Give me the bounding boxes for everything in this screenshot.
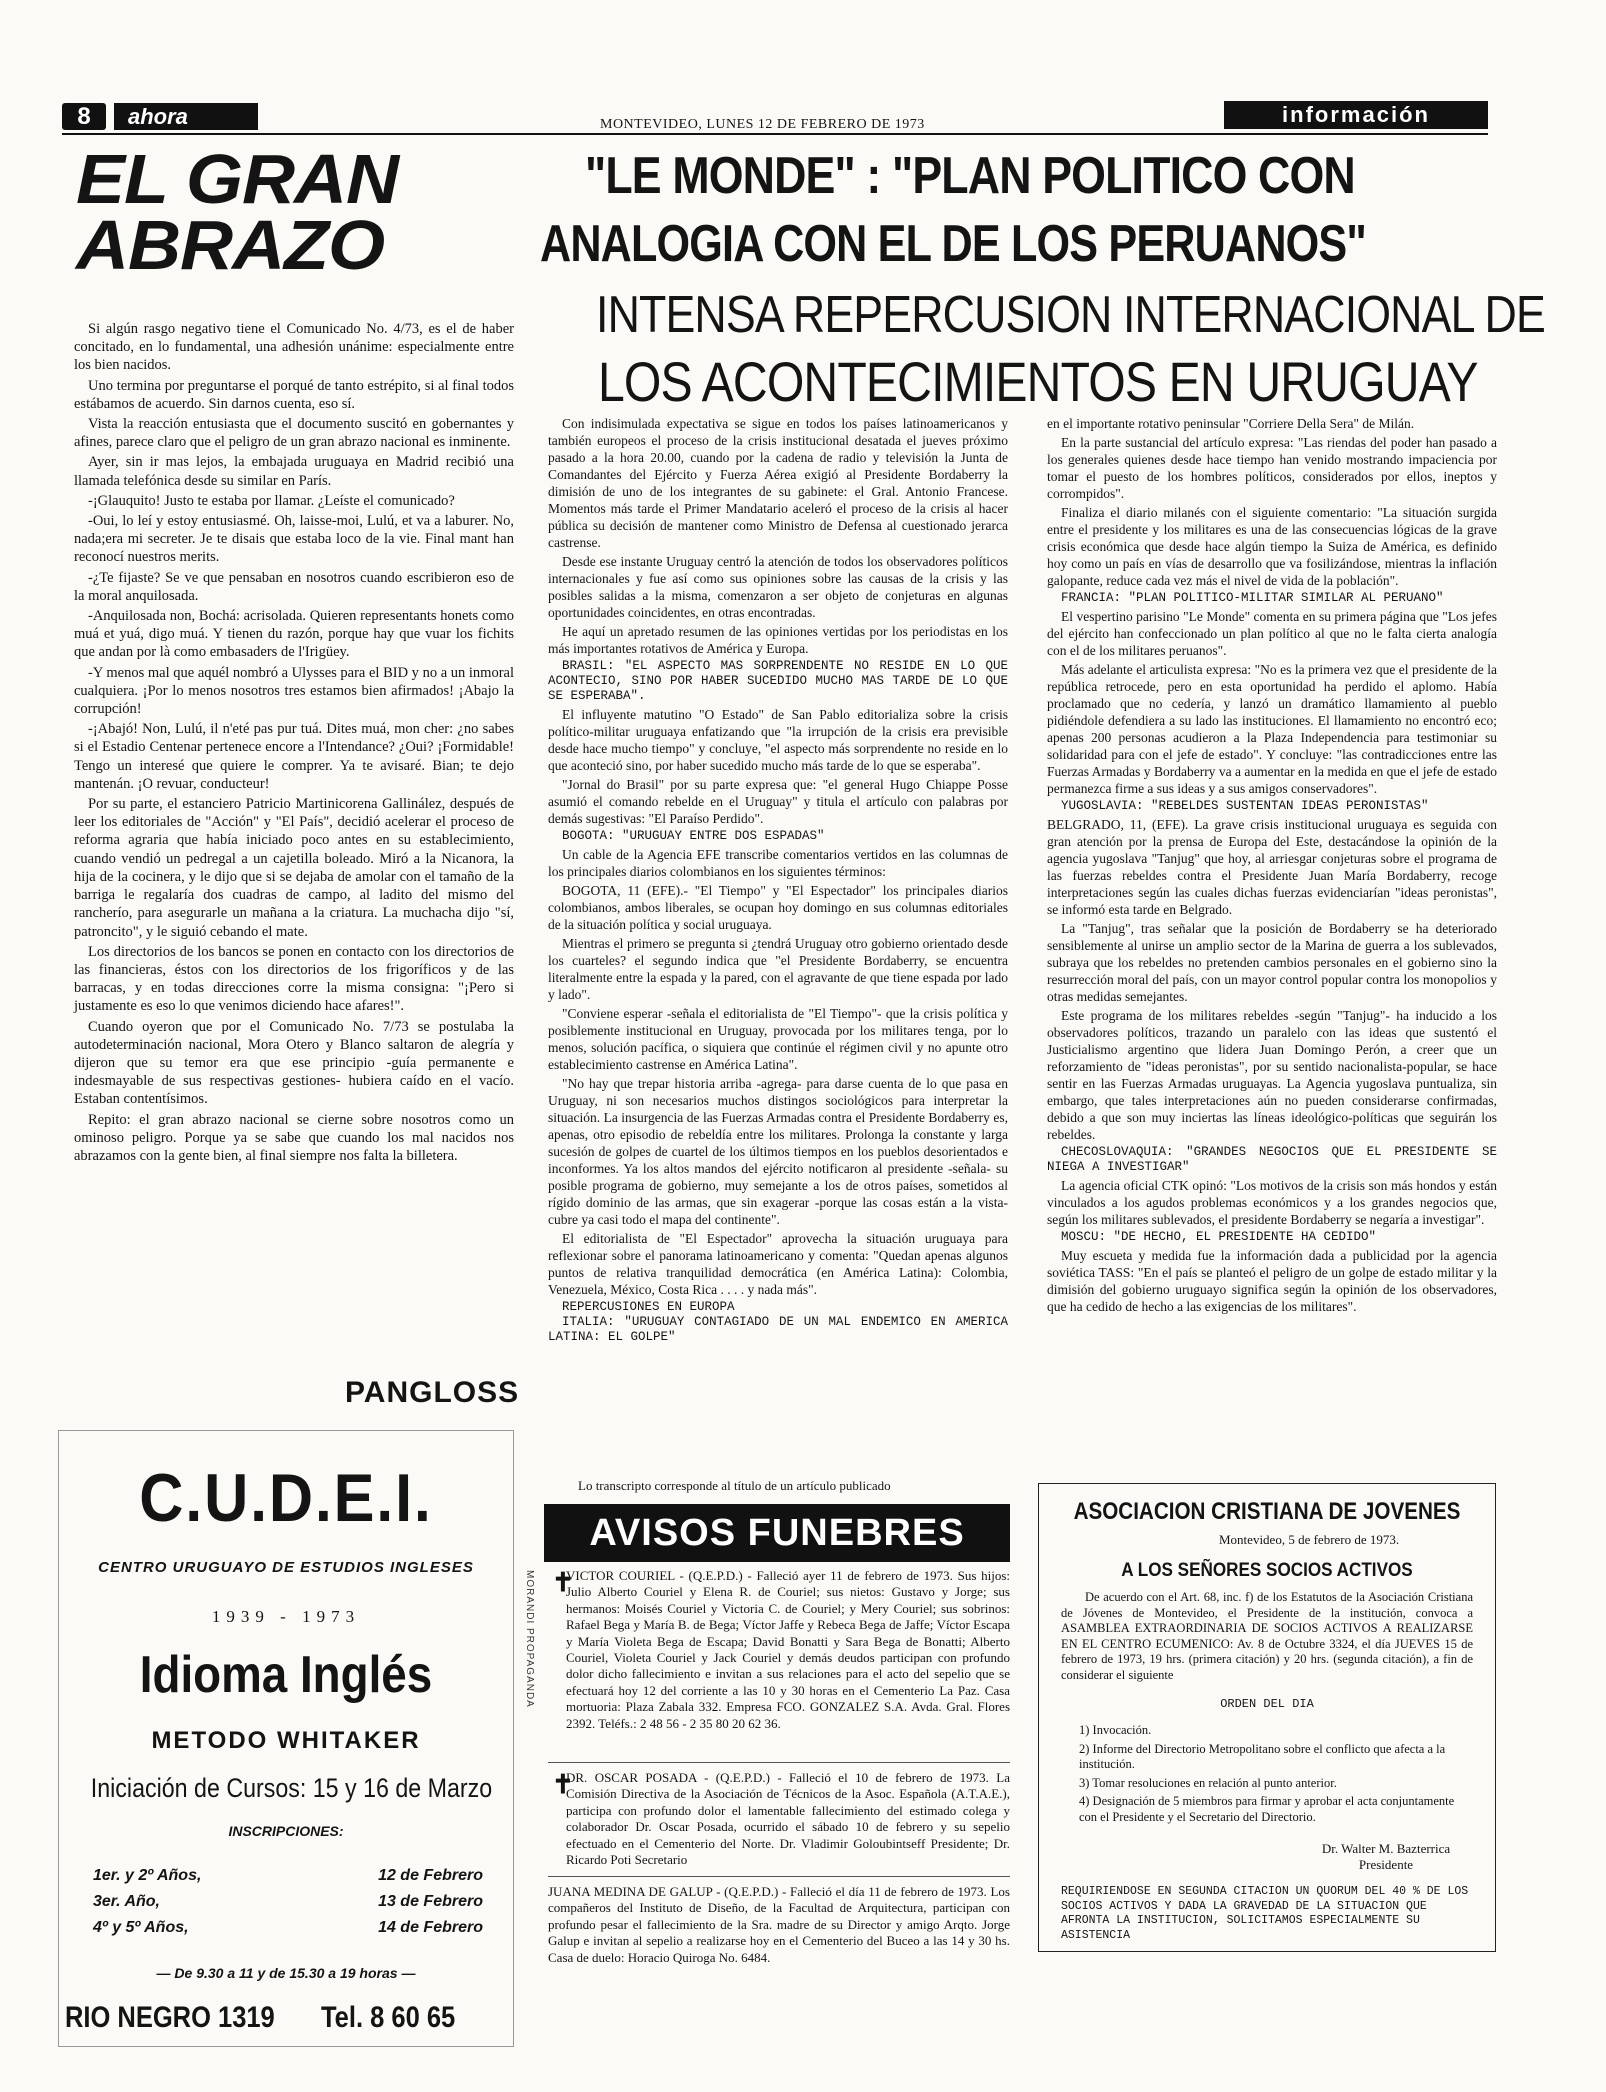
acj-orden-item: 3) Tomar resoluciones en relación al punto anterior.	[1079, 1775, 1337, 1790]
obituary-text: JUANA MEDINA DE GALUP - (Q.E.P.D.) - Falleció el día 11 de febrero de 1973. Los compañeros del Instituto de Diseño, de la Facultad de Arquitectura, participan con profundo pesar el fallecimiento de la Sra. madre de su Director y amigo Arqto. Jorge Galup e invitan al sepelio a realizarse hoy en el Cementerio del Buceo a las 14 y 30 hs. Casa de duelo: Horacio Quiroga No. 6484.	[548, 1884, 1010, 1965]
cudei-schedule-row	[93, 1915, 483, 1941]
article-paragraph: En la parte sustancial del artículo expresa: "Las riendas del poder han pasado a los generales quienes desde hace tiempo han venido mostrando impaciencia por tomar el puesto de los hombres políticos, considerados por ellos, ineptos y corrompidos".	[1047, 435, 1497, 501]
acj-date: Montevideo, 5 de febrero de 1973.	[1219, 1532, 1400, 1547]
section-subheading: CHECOSLOVAQUIA: "GRANDES NEGOCIOS QUE EL PRESIDENTE SE NIEGA A INVESTIGAR"	[1047, 1145, 1497, 1174]
acj-orden-item: 2) Informe del Directorio Metropolitano sobre el conflicto que afecta a la institución.	[1079, 1741, 1446, 1771]
article-paragraph: en el importante rotativo peninsular "Corriere Della Sera" de Milán.	[1047, 416, 1415, 431]
left-headline-line2: ABRAZO	[76, 206, 385, 284]
cudei-course: Idioma Inglés	[139, 1646, 433, 1704]
article-paragraph: La agencia oficial CTK opinó: "Los motivos de la crisis son más hondos y están vinculados a los agudos problemas económicos y a los grandes negocios que, según los militares sublevados, el presidente Bordaberry se negaría a investigar".	[1047, 1178, 1497, 1227]
section-subheading: FRANCIA: "PLAN POLITICO-MILITAR SIMILAR AL PERUANO"	[1061, 591, 1444, 605]
section-subheading: MOSCU: "DE HECHO, EL PRESIDENTE HA CEDIDO"	[1061, 1230, 1377, 1244]
obituary-notice	[548, 1568, 1010, 1732]
cudei-phone: Tel. 8 60 65	[321, 2001, 456, 2034]
cross-icon: ✝	[552, 1770, 574, 1799]
cudei-years: 1939 - 1973	[211, 1607, 361, 1626]
article-paragraph: "No hay que trepar historia arriba -agrega- para darse cuenta de lo que pasa en Uruguay, ni son necesarios muchos distingos sociológicos para interpretar la situación. La insurgencia de las Fuerzas Armadas contra el Presidente Bordaberry es, apenas, otro episodio de rebeldía entre los militares. Prolonga la constante y larga sucesión de golpes de cuartel de los últimos tiempos en los pueblos desorientados e inconformes. Ya los altos mandos del ejército notificaron al presidente -señala- su posible programa de gobierno, muy semejante a los de otros países, sometidos al rígido dominio de las armas, que sin exagerar -porque las cosas están a la vista- cubre ya casi todo el mapa del continente".	[548, 1076, 1008, 1227]
cudei-method: METODO WHITAKER	[151, 1727, 421, 1754]
article-paragraph: Finaliza el diario milanés con el siguiente comentario: "La situación surgida entre el presidente y los militares es una de las consecuencias lógicas de la grave crisis económica que desde hace algún tiempo la Suiza de América, es definido hoy como un país en vías de desarrollo que va fosilizándose, mientras la inflación galopante, reduce cada vez más el nivel de vida de la población".	[1047, 505, 1497, 588]
cudei-name: C.U.D.E.I.	[139, 1460, 433, 1536]
left-article-paragraph: Los directorios de los bancos se ponen en contacto con los directorios de las financieras, éstos con los directorios de los frigoríficos y de las barracas, y en todas direcciones corre la misma consigna: "¡Pero si justamente es eso lo que venimos diciendo hace afares!".	[74, 943, 514, 1015]
left-article-paragraph: Vista la reacción entusiasta que el documento suscitó en gobernantes y afines, parece claro que el peligro de un gran abrazo nacional es inminente.	[74, 416, 514, 451]
acj-salutation: A LOS SEÑORES SOCIOS ACTIVOS	[1121, 1560, 1413, 1581]
avisos-funebres-header: AVISOS FUNEBRES	[544, 1504, 1010, 1562]
article-paragraph: Mientras el primero se pregunta si ¿tendrá Uruguay otro gobierno orientado desde los cuarteles? el segundo indica que "el Presidente Bordaberry, se encuentra literalmente entre la espada y la pared, con el agravante de que tiene espada por lado y lado".	[548, 936, 1008, 1002]
acj-title: ASOCIACION CRISTIANA DE JOVENES	[1073, 1498, 1461, 1525]
obituary-text: DR. OSCAR POSADA - (Q.E.P.D.) - Falleció el 10 de febrero de 1973. La Comisión Directiva de la Asociación de Técnicos de la Asoc. Española (A.T.A.E.), participa con profundo dolor el lamentable fallecimiento del estimado colega y colaborador Dr. Oscar Posada, ocurrido el sábado 10 de febrero y su sepelio efectuado en el Cementerio del Norte. Dr. Vladimir Goloubintseff Presidente; Dr. Ricardo Poti Secretario	[566, 1770, 1010, 1868]
section-subheading: BRASIL: "EL ASPECTO MAS SORPRENDENTE NO RESIDE EN LO QUE ACONTECIO, SINO POR HABER SUCEDIDO MUCHO MAS TARDE DE LO QUE SE ESPERABA".	[548, 659, 1008, 703]
cudei-date: 13 de Febrero	[378, 1893, 483, 1910]
obituary-text: VICTOR COURIEL - (Q.E.P.D.) - Falleció ayer 11 de febrero de 1973. Sus hijos: Julio Alberto Couriel y Elena R. de Couriel; sus nietos: Gustavo y Jorge; sus hermanos: Moisés Couriel y Victoria C. de Couriel; y Mery Couriel; sus sobrinos: Rafael Bega y María B. de Bega; Víctor Jaffe y Rebeca Bega de Jaffe; Víctor Escapa y María Violeta Bega de Escapa; David Bonatti y Sara Bega de Bonatti; Alberto Couriel, Violeta Couriel y Jack Couriel y demás deudos participan con profundo dolor dicho fallecimiento e invitan a sus relaciones para el acto del sepelio que se efectuará hoy 12 del corriente a las 10 y 30 horas en el Cementerio La Paz. Casa mortuoria: Plaza Zabala 332. Empresa FCO. GONZALEZ S.A. Avda. Gral. Flores 2392. Teléfs.: 2 48 56 - 2 35 80 20 62 36.	[566, 1568, 1010, 1731]
acj-notice	[1038, 1483, 1496, 1952]
left-article-paragraph: -Oui, lo leí y estoy entusiasmé. Oh, laisse-moi, Lulú, et va a laburer. No, nada;era mi secreter. Je te disais que estaba loco de la vie. Final mant han reconocí nuestros merits.	[74, 513, 514, 566]
left-article-paragraph: Uno termina por preguntarse el porqué de tanto estrépito, si al final todos estábamos de acuerdo. Sin darnos cuenta, eso sí.	[74, 377, 514, 412]
article-paragraph: "Jornal do Brasil" por su parte expresa que: "el general Hugo Chiappe Posse asumió el comando rebelde en el Uruguay" y titula el artículo con palabras por demás sugestivas: "El Paraíso Perdido".	[548, 777, 1008, 826]
section-subheading: ITALIA: "URUGUAY CONTAGIADO DE UN MAL ENDEMICO EN AMERICA LATINA: EL GOLPE"	[548, 1315, 1008, 1344]
left-article-paragraph: Si algún rasgo negativo tiene el Comunicado No. 4/73, es el de haber concitado, en lo fundamental, una adhesión unánime: especialmente entre los bien nacidos.	[74, 321, 514, 374]
left-article-body	[74, 320, 514, 1167]
section-subheading: REPERCUSIONES EN EUROPA	[562, 1300, 735, 1314]
cudei-date: 14 de Febrero	[378, 1919, 483, 1936]
main-headline-line2: ANALOGIA CON EL DE LOS PERUANOS"	[540, 215, 1367, 273]
obituary-divider	[548, 1762, 1010, 1763]
article-paragraph: El influyente matutino "O Estado" de San Pablo editorializa sobre la crisis político-militar uruguaya enfatizando que "la irrupción de la crisis era previsible desde hace mucho tiempo" y concluye, "el aspecto más sorprendente no reside en lo que aconteció sino, por haber sucedido mucho más tarde de lo que se esperaba".	[548, 707, 1008, 773]
article-paragraph: Con indisimulada expectativa se sigue en todos los países latinoamericanos y también europeos el proceso de la crisis institucional desatada el jueves próximo pasado a la hora 20.00, cuando por la cadena de radio y televisión la Junta de Comandantes del Ejército y Fuerza Aérea exigió al Presidente Bordaberry la dimisión de uno de los integrantes de su gabinete: el Gral. Antonio Francese. Momentos más tarde el Primer Mandatario aceleró el proceso de la crisis al hacer pública su decisión de mantener como Ministro de Defensa al cuestionado jerarca castrense.	[548, 416, 1008, 550]
section-subheading: BOGOTA: "URUGUAY ENTRE DOS ESPADAS"	[562, 829, 825, 843]
header-rule	[62, 133, 1488, 135]
cudei-date: 12 de Febrero	[378, 1867, 483, 1884]
cudei-schedule-row	[93, 1863, 483, 1889]
main-subhead-line1: INTENSA REPERCUSION INTERNACIONAL DE	[596, 286, 1545, 344]
acj-footer: REQUIRIENDOSE EN SEGUNDA CITACION UN QUORUM DEL 40 % DE LOS SOCIOS ACTIVOS Y DADA LA GRAVEDAD DE LA SITUACION QUE AFRONTA LA INSTITUCION, SOLICITAMOS ESPECIALMENTE SU ASISTENCIA	[1061, 1885, 1469, 1942]
cudei-level: 3er. Año,	[93, 1893, 160, 1910]
page-number: 8	[62, 103, 106, 130]
left-headline	[76, 140, 399, 284]
main-article-column-1	[548, 415, 1008, 1347]
side-credit: MORANDI PROPAGANDA	[524, 1570, 535, 1708]
cudei-inscripciones: INSCRIPCIONES:	[228, 1823, 344, 1839]
section-label-ahora: ahora	[114, 103, 258, 130]
left-article-paragraph: -¡Glauquito! Justo te estaba por llamar. ¿Leíste el comunicado?	[88, 492, 455, 509]
article-paragraph: "Conviene esperar -señala el editorialista de "El Tiempo"- que la crisis política y posiblemente institucional en Uruguay, provocada por los militares tenga, por lo menos, solución pacífica, o siquiera que continúe el régimen civil y no apunte otro establecimiento castrense en América Latina".	[548, 1006, 1008, 1072]
left-article-paragraph: Repito: el gran abrazo nacional se cierne sobre nosotros como un ominoso peligro. Porque ya se sabe que cuando los mal nacidos nos abrazamos con la gente bien, al final siempre nos falta la billetera.	[74, 1111, 514, 1164]
dateline: MONTEVIDEO, LUNES 12 DE FEBRERO DE 1973	[600, 117, 925, 132]
acj-orden-item: 1) Invocación.	[1079, 1723, 1152, 1737]
article-paragraph: BELGRADO, 11, (EFE). La grave crisis institucional uruguaya es seguida con gran atención por la prensa de Europa del Este, destacándose la opinión de la agencia yugoslava "Tanjug" que hoy, al arriesgar conjeturas sobre el programa de las fuerzas rebeldes contra el Presidente Juan María Bordaberry, recoge interpretaciones según las cuales dichas fuerzas evidenciarían "ideas peronistas", se informó esta tarde en Belgrado.	[1047, 817, 1497, 917]
obituary-divider	[548, 1876, 1010, 1877]
left-article-paragraph: -Y menos mal que aquél nombró a Ulysses para el BID y no a un inmoral cualquiera. ¡Por lo menos nosotros tres estamos bien afirmados! ¡Abajo la corrupción!	[74, 664, 514, 718]
left-article-paragraph: Por su parte, el estanciero Patricio Martinicorena Gallinález, después de leer los editoriales de "Acción" y "El País", decidió acelerar el proceso de reforma agraria que había iniciado poco antes en su establecimiento, cuando vendió un pedregal a un cajetilla boleado. Miró a la Nicanora, la hija de la cocinera, y le dijo que si se dejaba de amolar con el tamaño de la barriga le regalaría dos cuadras de campo, al ladito del mismo del rancherío, para asegurarle un mañana a la criatura. La muchacha dijo "sí, patroncito", y le siguió cebando el mate.	[74, 796, 514, 940]
article-paragraph: Un cable de la Agencia EFE transcribe comentarios vertidos en las columnas de los principales diarios colombianos en los siguientes términos:	[548, 847, 1008, 879]
acj-signer	[1301, 1841, 1471, 1873]
acj-orden-list	[1079, 1723, 1473, 1825]
acj-orden-title: ORDEN DEL DIA	[1220, 1697, 1314, 1711]
article-paragraph: Este programa de los militares rebeldes -según "Tanjug"- ha inducido a los observadores políticos, trazando un paralelo con las ideas que sustentó el Justicialismo argentino que lidera Juan Domingo Perón, a creer que un reforzamiento de "ideas peronistas", por su sentido nacionalista-popular, se hace sentir en las Fuerzas Armadas uruguayas. La Agencia yugoslava puntualiza, sin embargo, que tales interpretaciones aún no pueden considerarse confirmadas, debido a que son muy inciertas las líneas ideológico-políticas que seguirán los rebeldes.	[1047, 1008, 1497, 1142]
left-article-signature: PANGLOSS	[345, 1376, 520, 1409]
left-article-paragraph: -Anquilosada non, Bochá: acrisolada. Quieren representants honets como muá et yuá, digo muá. Y tienen du razón, porque hay que vuar los fichits que andan por là como embasaders de l'Irigüey.	[74, 608, 514, 661]
acj-signer-name: Dr. Walter M. Bazterrica	[1321, 1841, 1451, 1856]
cudei-advertisement	[58, 1430, 514, 2047]
article-paragraph: BOGOTA, 11 (EFE).- "El Tiempo" y "El Espectador" los principales diarios colombianos, ambos liberales, se ocupan hoy domingo en sus columnas editoriales de la situación política y social uruguaya.	[548, 883, 1008, 932]
main-article-column-2	[1047, 415, 1497, 1317]
article-paragraph: El vespertino parisino "Le Monde" comenta en su primera página que "Los jefes del ejército han confeccionado un plan político al que no le falta cierta analogía con el de los militares peruanos".	[1047, 609, 1497, 658]
cudei-level: 4º y 5º Años,	[93, 1919, 189, 1936]
main-headline-line1: "LE MONDE" : "PLAN POLITICO CON	[585, 147, 1355, 205]
cudei-course-start: Iniciación de Cursos: 15 y 16 de Marzo	[90, 1773, 493, 1803]
acj-signer-title: Presidente	[1358, 1857, 1414, 1872]
left-article-paragraph: -¿Te fijaste? Se ve que pensaban en nosotros cuando escribieron eso de la moral anquilosada.	[74, 569, 514, 604]
article-paragraph: La "Tanjug", tras señalar que la posición de Bordaberry se ha deteriorado sensiblemente al unirse un amplio sector de la Marina de guerra a los sublevados, subraya que los rebeldes no pretenden cambios personales en el gobierno sino la resurrección moral del país, con un mayor control popular contra los monopolios y otras medidas semejantes.	[1047, 921, 1497, 1004]
cudei-subtitle: CENTRO URUGUAYO DE ESTUDIOS INGLESES	[98, 1559, 474, 1576]
cudei-schedule	[93, 1863, 483, 1941]
obituary-notice	[548, 1884, 1010, 1966]
cudei-schedule-row	[93, 1889, 483, 1915]
article-paragraph: Más adelante el articulista expresa: "No es la primera vez que el presidente de la república retrocede, pero en esta oportunidad ha perdido el aplomo. Había proclamado que no cedería, y lanzó un dramático llamamiento al pueblo pidiéndole defendiera a su lado las instituciones. El llamamiento no encontró eco; apenas 200 personas acudieron a la Plaza Independencia para testimoniar su solidaridad para con el jefe de estado". Y concluye: "las contradicciones entre las Fuerzas Armadas y Bordaberry va a aumentar en la medida en que el jefe de estado permanezca firme a sus ideas y a sus amigos conservadores".	[1047, 662, 1497, 796]
left-article-paragraph: Cuando oyeron que por el Comunicado No. 7/73 se postulaba la autodeterminación nacional, Mora Otero y Blanco saltaron de alegría y dijeron que su temor era que ese principio -guía permanente e indesmayable de sus respectivas gestiones- hubiera caído en el vacío. Estaban contentísimos.	[74, 1018, 514, 1108]
cudei-address: RIO NEGRO 1319	[65, 2001, 275, 2034]
article-paragraph: He aquí un apretado resumen de las opiniones vertidas por los periodistas en los más importantes rotativos de América y Europa.	[548, 624, 1008, 656]
acj-orden-item: 4) Designación de 5 miembros para firmar y aprobar el acta conjuntamente con el Presidente y el Secretario del Directorio.	[1079, 1794, 1455, 1824]
cross-icon: ✝	[552, 1568, 574, 1597]
left-article-paragraph: Ayer, sin ir mas lejos, la embajada uruguaya en Madrid recibió una llamada telefónica desde su similar en París.	[74, 454, 514, 489]
cudei-hours: — De 9.30 a 11 y de 15.30 a 19 horas —	[156, 1965, 416, 1981]
section-subheading: YUGOSLAVIA: "REBELDES SUSTENTAN IDEAS PERONISTAS"	[1061, 799, 1429, 813]
article-paragraph: El editorialista de "El Espectador" aprovecha la situación uruguaya para reflexionar sobre el panorama latinoamericano y comenta: "Quedan apenas algunos puntos de relativa tranquilidad democrática (en América Latina): Colombia, Venezuela, México, Costa Rica . . . . y nada más".	[548, 1231, 1008, 1297]
article-paragraph: Muy escueta y medida fue la información dada a publicidad por la agencia soviética TASS: "En el país se planteó el peligro de un golpe de estado militar y la dimisión del gobierno uruguayo significa según la opinión de los observadores, que ha cedido de hecho a las exigencias de los militares".	[1047, 1248, 1497, 1314]
main-article-continuation: Lo transcripto corresponde al título de un artículo publicado	[578, 1478, 891, 1493]
article-paragraph: Desde ese instante Uruguay centró la atención de todos los observadores políticos internacionales y fue así como sus opiniones sobre las causas de la crisis y las posibles salidas a la misma, comenzaron a ser objeto de conjeturas en algunas oportunidades coincidentes, en otras encontradas.	[548, 554, 1008, 620]
left-headline-line1: EL GRAN	[76, 140, 399, 218]
obituary-notice	[548, 1770, 1010, 1868]
acj-body: De acuerdo con el Art. 68, inc. f) de los Estatutos de la Asociación Cristiana de Jóvenes de Montevideo, el Presidente de la institución, convoca a ASAMBLEA EXTRAORDINARIA DE SOCIOS ACTIVOS A REALIZARSE EN EL CENTRO ECUMENICO: Av. 8 de Octubre 3324, el día JUEVES 15 de febrero de 1973, 19 hrs. (primera citación) y 20 hrs. (segunda citación), a fin de considerar el siguiente	[1061, 1590, 1473, 1682]
section-label-informacion: información	[1224, 101, 1488, 129]
left-article-paragraph: -¡Abajó! Non, Lulú, il n'eté pas pur tuá. Dites muá, mon cher: ¿no sabes si el Estadio Centenar pertenece encore a l'Intendance? ¿Oui? ¡Formidable! Tengo un interesé que quiere le comprer. Ya te avisaré. Bian; te dejo mantenán. ¡O revuar, conducteur!	[74, 721, 514, 792]
cudei-level: 1er. y 2º Años,	[93, 1867, 202, 1884]
main-subhead-line2: LOS ACONTECIMIENTOS EN URUGUAY	[598, 350, 1478, 413]
